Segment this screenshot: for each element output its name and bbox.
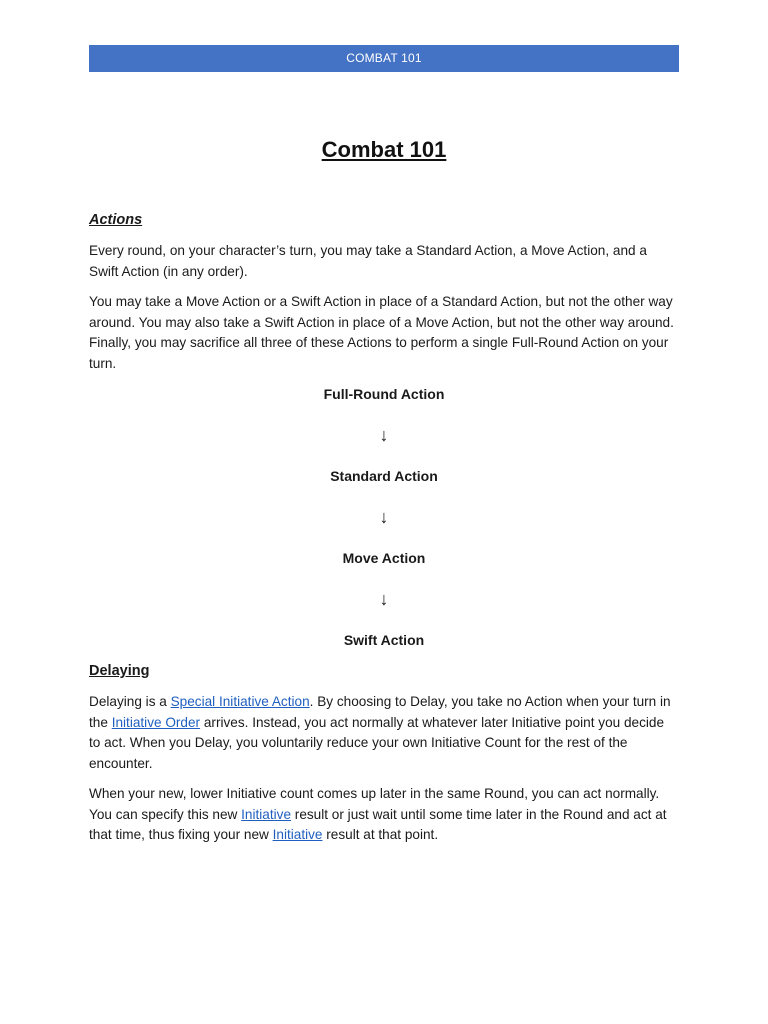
flow-step-full-round: Full-Round Action: [323, 386, 445, 402]
delaying-paragraph-1: [89, 692, 679, 774]
flow-step-swift: Swift Action: [343, 632, 425, 648]
delaying-p1-text-c: arrives. Instead, you act normally at whatever later Initiative point you decide to act. When you Delay, you voluntarily reduce your own Initiative Count for the rest of the encounter.: [89, 714, 665, 771]
action-hierarchy-flow: [89, 384, 679, 650]
document-header-bar: [89, 45, 679, 72]
delaying-p2-text-c: result at that point.: [322, 827, 439, 842]
delaying-p1-text-b: . By choosing to Delay, you take no Action when your turn in the: [89, 694, 671, 730]
initiative-link[interactable]: Initiative: [241, 806, 292, 822]
header-text: COMBAT 101: [346, 51, 422, 65]
down-arrow-icon: ↓: [379, 589, 389, 609]
delaying-paragraph-2: [89, 784, 679, 846]
flow-step-standard: Standard Action: [330, 468, 438, 484]
special-initiative-action-link[interactable]: Special Initiative Action: [170, 694, 310, 709]
actions-para-2-text: You may take a Move Action or a Swift Action in place of a Standard Action, but not the other way around. You may also take a Swift Action in place of a Move Action, but not the other way around. Finally, you may sacrifice all three of these Actions to perform a single Full-Round Action on your turn.: [89, 294, 674, 371]
delaying-p2-text-b: result or just wait until some time later in the Round and act at that time, thus fixing your new: [89, 806, 667, 842]
initiative-order-link[interactable]: Initiative Order: [111, 714, 201, 730]
delaying-heading: Delaying: [89, 663, 150, 679]
actions-section: [89, 210, 679, 231]
flow-step-move: Move Action: [342, 550, 426, 566]
actions-para-1-text: Every round, on your character’s turn, you may take a Standard Action, a Move Action, and a Swift Action (in any order).: [89, 243, 647, 279]
delaying-p2-text-a: When your new, lower Initiative count comes up later in the same Round, you can act normally. You can specify this new: [89, 786, 660, 822]
down-arrow-icon: ↓: [379, 507, 389, 527]
initiative-link[interactable]: Initiative: [272, 827, 323, 842]
delaying-para-1-text: [89, 692, 679, 774]
delaying-section: [89, 661, 679, 682]
actions-paragraph-2: [89, 292, 679, 374]
actions-paragraph-1: [89, 241, 679, 282]
delaying-p1-text-a: Delaying is a: [89, 694, 171, 709]
down-arrow-icon: ↓: [379, 425, 389, 445]
actions-heading: Actions: [89, 212, 143, 228]
delaying-para-2-text: [89, 784, 679, 846]
page-title: Combat 101: [321, 137, 447, 162]
